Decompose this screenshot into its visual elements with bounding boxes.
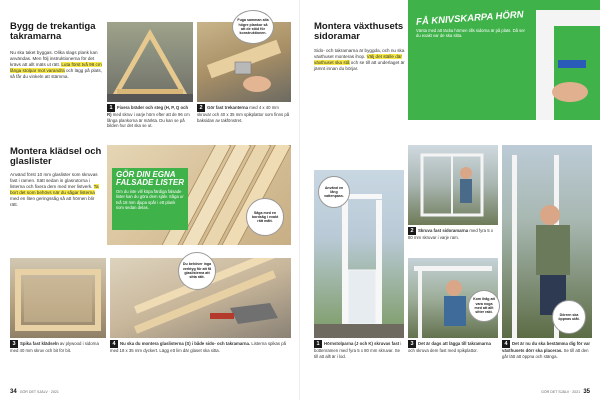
section-title-cladding: Montera klädsel och glaslister [10, 146, 102, 167]
footer-right [541, 389, 590, 395]
step-number: 1 [314, 340, 322, 348]
tip-bubble-3: Dörren ska öppnas utåt. [552, 300, 586, 334]
right-page [300, 0, 600, 400]
caption-title: Det är nu du ska bestämma dig för var växthusets dörr ska placeras. [502, 341, 591, 353]
caption-text: Se till att den går lätt att öppna och stänga. [502, 348, 589, 359]
caption-title: Nu ska du montera glaslisterna (S) i både sido- och takramarna. [120, 341, 251, 347]
caption-title: Skruva fast sidoramarna [418, 228, 469, 234]
photo-cladding [10, 258, 106, 338]
caption-text: Listerna spikas på med 18 x 35 mm dyckert. Lägg ett lim där glaset ska sitta. [110, 341, 286, 353]
page-number: 34 [10, 389, 17, 395]
highlighted-text: Ta bort det som behövs när du sågar listerna [10, 184, 99, 196]
step-number: 4 [502, 340, 510, 348]
caption-title: Gör fast trekanterna [207, 105, 249, 111]
highlighted-text: Välj det ställe där växthuset ska stå [314, 54, 402, 66]
footer-text: GÖR DET SJÄLV · 2021 [19, 390, 59, 394]
caption-text: av plywood i sidorna med 40 mm skruv och bit för bit. [10, 341, 99, 353]
section-title-side-frames: Montera växthusets sidoramar [314, 21, 404, 42]
step-number: 1 [107, 104, 115, 112]
corner-frame-illustration [526, 0, 600, 120]
tip-bubble-1: Fuga samman alla högre plankor så att de stöd för konstruktionen. [232, 10, 274, 44]
caption-4 [502, 340, 592, 359]
step-number: 3 [408, 340, 416, 348]
caption-text: med skruv i varje hörn efter att de 96 cm långa plankorna är märkta. Du kan se på bilden hur det ska se ut. [107, 112, 190, 129]
caption-text: och skruva dem fast med spikplattor. [408, 348, 478, 353]
step-number: 2 [197, 104, 205, 112]
tip-bubble-2: Såga med en bordsåg i exakt rätt mått. [246, 198, 284, 236]
green-box-text: Om du inte vill köpa färdiga falsade lister kan du göra dem själv. Såga ur två 18 mm djupa spår i ett plank som sedan delas. [116, 189, 184, 211]
caption-2 [408, 227, 498, 241]
cladding-illustration [10, 258, 106, 338]
footer-text: GÖR DET SJÄLV · 2021 [541, 390, 581, 394]
body-text: Använd först 10 mm glaslister som skruvas fast i ramen. Sätt sedan in glasrutorna i listerna och fixera dem med mer listverk. [10, 172, 98, 190]
tip-bubble-3: Du behöver inga verktyg för att få glaslisterna att sitta rätt. [178, 252, 216, 290]
photo-side-frames [408, 145, 498, 225]
tip-bubble-2: Kom ihåg att vara noga med att allt sitter rakt. [468, 290, 500, 322]
body-text: och lägg på plats, så får du vinkeln att stämma. [10, 68, 102, 80]
photo-roof-frame-1 [107, 22, 193, 102]
green-box-text: Vänta med att täcka hörnen tills sidorna är på plats. Då ser du exakt var de ska sitta. [416, 27, 525, 38]
footer-left [10, 389, 59, 395]
section-body-cladding [10, 172, 102, 209]
caption-text: med fyra 5 x 80 mm skruvar i varje ram. [408, 228, 494, 240]
body-text: och se till att underlaget är jämnt innan du börjar. [314, 60, 405, 72]
caption-title: Det är dags att lägga till takramarna [418, 341, 491, 347]
section-title-roof-frames: Bygg de trekantiga takramarna [10, 21, 96, 42]
green-box-title: FÅ KNIVSKARPA HÖRN [415, 9, 524, 28]
green-tip-box [408, 0, 600, 120]
page-number: 35 [583, 389, 590, 395]
body-text: Nu ska taket byggas. Olika slags plank kan användas. Men följ instruktionerna för det krävs att allt mäts ut rätt. [10, 50, 98, 68]
step-number: 3 [10, 340, 18, 348]
highlighted-text: Luta först två 96 cm långa stolpar mot varandra [10, 62, 102, 74]
caption-1 [314, 340, 404, 359]
caption-text: med 4 x 40 mm skruvar och 40 x 35 mm spikplattor som finns på baksidan av takfönstret. [197, 105, 290, 123]
caption-3 [10, 340, 106, 354]
body-text: med en liten geringssåg så att hörnen blir rätt. [10, 196, 95, 208]
caption-title: Fixera bräder och steg (H, P, Q och R) [107, 105, 189, 117]
section-body-side-frames [314, 48, 410, 72]
caption-title: Spika fast klädseln [20, 341, 59, 347]
side-frames-illustration [408, 145, 498, 225]
green-box-title: GÖR DIN EGNA FALSADE LISTER [116, 170, 185, 187]
step-number: 4 [110, 340, 118, 348]
body-text: Sido- och takramarna är byggda, och nu ska växthuset monteras ihop. [314, 48, 405, 60]
green-tip-box [112, 168, 188, 230]
caption-3 [408, 340, 498, 354]
tip-bubble-1: Använd en lång vattenpass. [318, 176, 350, 208]
section-body-roof-frames [10, 50, 102, 80]
caption-4 [110, 340, 291, 354]
caption-text: i bottenramen med fyra 5 x 80 mm skruvar. Se till att allt är i lod. [314, 341, 402, 359]
step-number: 2 [408, 227, 416, 235]
caption-title: Hörnstolparna (J och K) skruvas fast [324, 341, 400, 347]
roof-frame-illustration [107, 22, 193, 102]
caption-1 [107, 104, 193, 129]
caption-2 [197, 104, 291, 123]
